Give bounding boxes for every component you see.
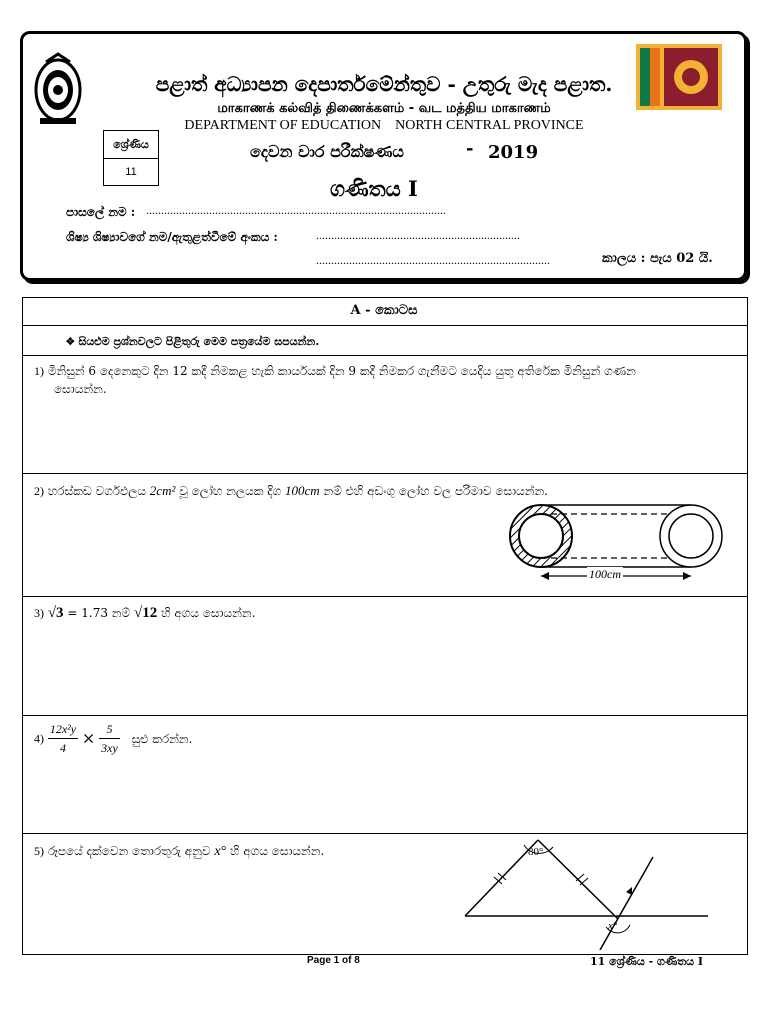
- question-1: [34, 362, 734, 398]
- grade-box: [103, 130, 159, 186]
- fraction-1: [48, 720, 78, 757]
- exam-year: 2019: [488, 142, 539, 163]
- department-title-sinhala: පළාත් අධ්‍යාපන දෙපාර්තමේන්තුව - උතුරු මැද පළාත.: [155, 72, 613, 96]
- department-title-tamil: மாகாணக் கல்வித் திணைக்களம் - வட மத்திய மாகாணம்: [217, 101, 551, 116]
- grade-value: 11: [125, 166, 137, 178]
- question-text: රූපයේ දක්වෙන තොරතුරු අනුව: [47, 844, 211, 858]
- angle-80-label: 80°: [528, 846, 544, 858]
- question-text: හි අගය සොයන්න.: [161, 606, 256, 620]
- question-number: 5): [34, 844, 44, 858]
- exam-dash: -: [466, 138, 474, 159]
- subject-title: ගණිතය I: [330, 176, 418, 201]
- divider: [22, 473, 748, 474]
- time-allowed: කාලය : පැය 02 යි.: [602, 251, 713, 266]
- page-number: Page 1 of 8: [307, 955, 360, 966]
- triangle-figure: [460, 835, 715, 950]
- fraction-1-denominator: 4: [59, 741, 66, 755]
- angle-x-label: x°: [608, 920, 618, 932]
- question-text: හි අගය සොයන්න.: [229, 844, 325, 858]
- fraction-1-numerator: 12x²y: [48, 720, 78, 739]
- divider: [22, 596, 748, 597]
- question-5: [34, 842, 324, 861]
- question-number: 2): [34, 484, 44, 498]
- section-instruction: [66, 335, 319, 349]
- fraction-2: [99, 720, 120, 757]
- exam-name: දෙවන වාර පරීක්ෂණය: [250, 142, 404, 161]
- question-number: 1): [34, 364, 44, 378]
- student-index-field[interactable]: ..............................................................................: [316, 253, 550, 267]
- angle-variable: x°: [214, 844, 227, 859]
- school-name-label: පාසලේ නම :: [66, 205, 136, 219]
- question-number: 4): [34, 731, 44, 746]
- section-title: A - කොටස: [350, 303, 418, 318]
- question-number: 3): [34, 606, 44, 620]
- fraction-2-denominator: 3xy: [101, 741, 118, 755]
- question-text: වූ ලෝහ නලයක දිග: [179, 484, 282, 498]
- sqrt-3: √3: [47, 605, 64, 621]
- question-text: හරස්කඩ වර්ගඵලය: [47, 484, 146, 498]
- grade-label: ශ්‍රේණිය: [104, 131, 158, 159]
- department-title-english: DEPARTMENT OF EDUCATION NORTH CENTRAL PROVINCE: [184, 118, 584, 133]
- fraction-2-numerator: 5: [99, 720, 120, 739]
- length-value: 100cm: [285, 483, 320, 498]
- area-value: 2cm²: [149, 483, 176, 498]
- divider: [22, 325, 748, 326]
- divider: [22, 833, 748, 834]
- question-4: [34, 720, 193, 757]
- times-sign: ×: [81, 728, 96, 748]
- question-text: මිනිසුන් 6 දෙනෙකුට දින 12 කදී නිමකළ හැකි කාර්යයක් දින 9 කදී නිමකර ගැනීමට යෙදිය යුතු අතිරේක මිනිසුන් ගණන: [47, 364, 636, 378]
- instruction-text: සියළුම ප්‍රශ්නවලට පිළිතුරු මෙම පත්‍රයේම සපයන්න.: [78, 335, 320, 348]
- question-text: සුළු කරන්න.: [131, 731, 193, 746]
- student-name-label: ශිෂ්‍ය ශිෂ්‍යාවගේ නම/ඇතුළත්වීමේ අංකය :: [66, 230, 278, 244]
- question-text: නම් එහි අඩංගු ලෝහ වල පරිමාව සොයන්න.: [323, 484, 548, 498]
- sqrt-12: √12: [134, 605, 158, 621]
- student-name-field[interactable]: ....................................................................: [316, 228, 520, 242]
- question-3: [34, 604, 255, 622]
- footer-subject: 11 ශ්‍රේණිය - ගණිතය I: [590, 955, 704, 968]
- pipe-length-label: 100cm: [589, 567, 621, 581]
- divider: [22, 355, 748, 356]
- question-2: [34, 482, 734, 500]
- divider: [22, 715, 748, 716]
- school-name-field[interactable]: ....................................................................................................: [146, 203, 446, 217]
- question-text: = 1.73 නම්: [67, 606, 131, 620]
- question-text-continued: සොයන්න.: [54, 382, 107, 396]
- bullet-icon: ❖: [66, 335, 75, 348]
